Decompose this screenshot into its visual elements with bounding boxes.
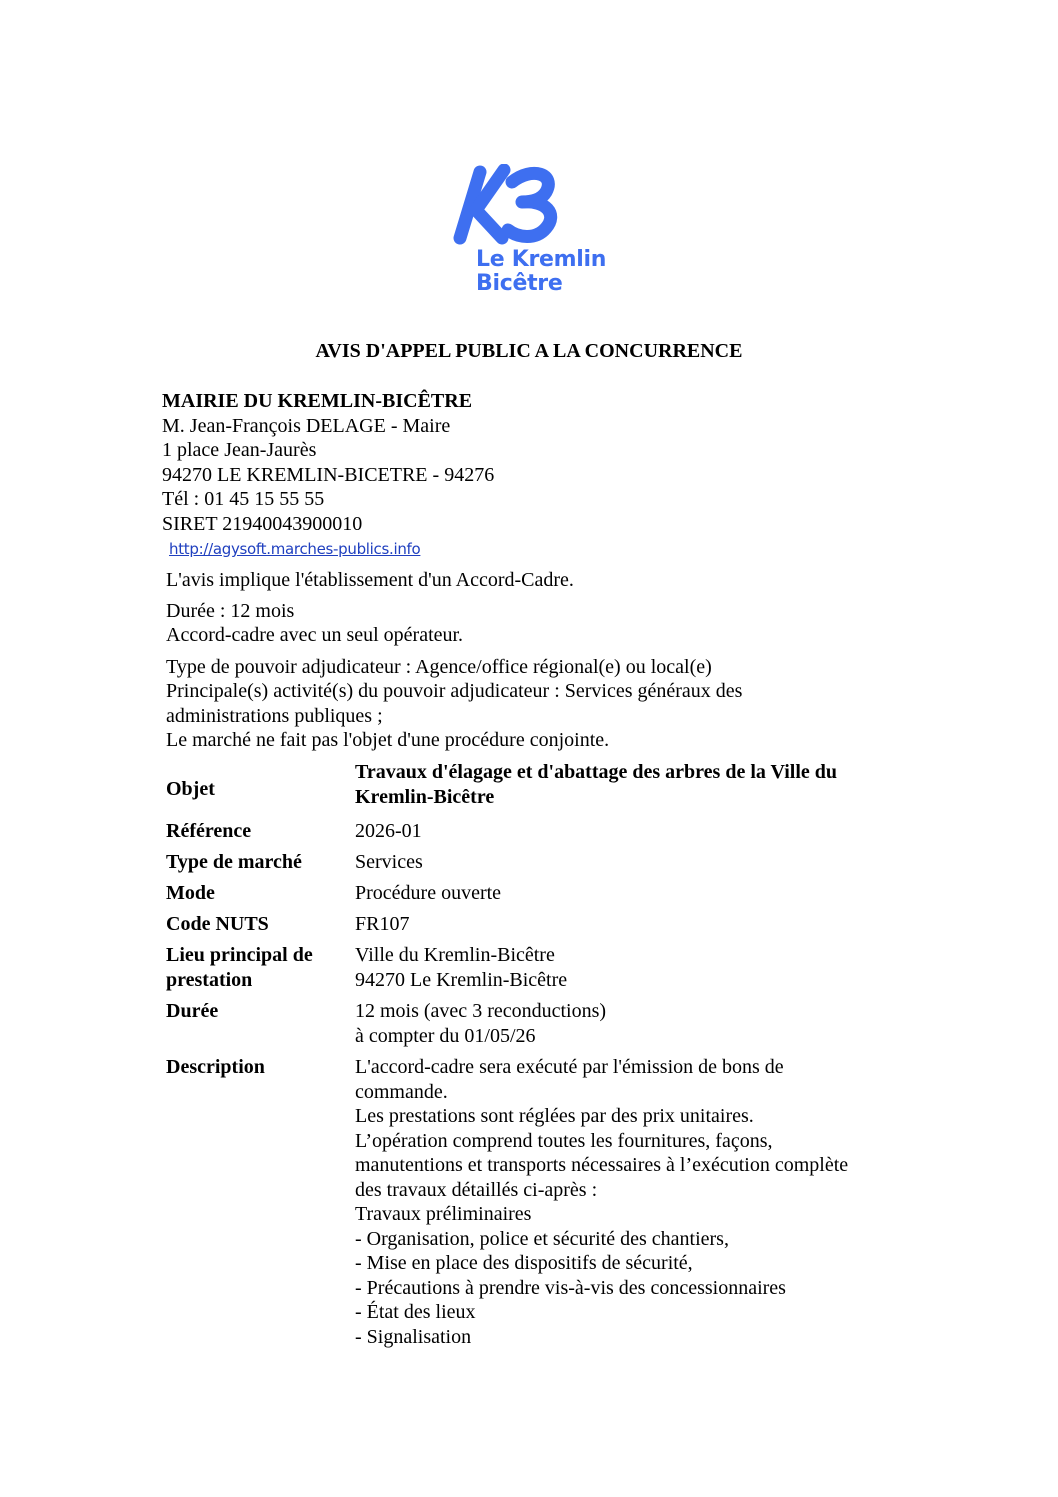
value-line: des travaux détaillés ci-après :	[355, 1178, 598, 1201]
joint-procedure-text: Le marché ne fait pas l'objet d'une procédure conjointe.	[166, 729, 610, 751]
value-line: Ville du Kremlin-Bicêtre	[355, 944, 555, 966]
org-address-city: 94270 LE KREMLIN-BICETRE - 94276	[162, 463, 495, 486]
value-line: - Organisation, police et sécurité des chantiers,	[355, 1227, 729, 1250]
value-line: Kremlin-Bicêtre	[355, 785, 495, 808]
org-phone: Tél : 01 45 15 55 55	[162, 488, 325, 510]
value-line: à compter du 01/05/26	[355, 1024, 536, 1047]
row-value	[349, 1055, 901, 1349]
table-row	[160, 999, 901, 1055]
table-row	[160, 1055, 901, 1349]
row-label: Code NUTS	[166, 913, 269, 935]
table-row	[160, 819, 901, 850]
row-label: Description	[166, 1056, 265, 1078]
row-value: 2026-01	[355, 820, 422, 842]
authority-activity-text-2: administrations publiques ;	[166, 705, 383, 727]
kb-monogram-icon	[446, 164, 616, 248]
details-table	[160, 760, 901, 1349]
row-value	[349, 760, 901, 819]
value-line: commande.	[355, 1080, 448, 1103]
logo-line-1: Le Kremlin	[476, 247, 607, 272]
row-label: Mode	[166, 882, 215, 904]
operator-text: Accord-cadre avec un seul opérateur.	[166, 624, 464, 646]
row-label: Lieu principal de prestation	[166, 944, 313, 991]
page-title: AVIS D'APPEL PUBLIC A LA CONCURRENCE	[315, 340, 743, 362]
row-label: Référence	[166, 820, 252, 842]
table-row	[160, 760, 901, 819]
value-line: manutentions et transports nécessaires à l’exécution complète	[355, 1154, 849, 1176]
value-line: Travaux préliminaires	[355, 1203, 532, 1225]
row-value: Services	[355, 851, 423, 873]
value-line: 94270 Le Kremlin-Bicêtre	[355, 968, 568, 991]
table-row	[160, 881, 901, 912]
table-row	[160, 912, 901, 943]
value-line: - État des lieux	[355, 1301, 476, 1323]
table-row	[160, 943, 901, 999]
organization-name: MAIRIE DU KREMLIN-BICÊTRE	[162, 390, 473, 412]
value-line: Travaux d'élagage et d'abattage des arbres de la Ville du	[355, 761, 838, 783]
value-line: - Précautions à prendre vis-à-vis des concessionnaires	[355, 1276, 786, 1299]
organization-block	[162, 389, 494, 536]
authority-type-text: Type de pouvoir adjudicateur : Agence/office régional(e) ou local(e)	[166, 656, 712, 678]
accord-cadre-text: L'avis implique l'établissement d'un Accord-Cadre.	[166, 569, 574, 591]
row-value	[349, 999, 901, 1055]
row-value: FR107	[355, 913, 410, 935]
value-line: Les prestations sont réglées par des prix unitaires.	[355, 1105, 754, 1127]
row-label: Type de marché	[166, 851, 302, 873]
table-row	[160, 850, 901, 881]
org-address-street: 1 place Jean-Jaurès	[162, 439, 317, 461]
row-value	[349, 943, 901, 999]
value-line: L'accord-cadre sera exécuté par l'émission de bons de	[355, 1056, 784, 1078]
org-contact-person: M. Jean-François DELAGE - Maire	[162, 414, 451, 437]
logo-line-2: Bicêtre	[476, 271, 563, 296]
value-line: - Signalisation	[355, 1325, 472, 1348]
city-logo	[446, 164, 616, 304]
row-label: Durée	[166, 1000, 219, 1022]
buyer-profile-link[interactable]: http://agysoft.marches-publics.info	[169, 540, 421, 558]
value-line: 12 mois (avec 3 reconductions)	[355, 1000, 607, 1022]
row-value: Procédure ouverte	[355, 882, 502, 904]
value-line: L’opération comprend toutes les fournitures, façons,	[355, 1129, 773, 1152]
row-label: Objet	[166, 778, 215, 801]
logo-wordmark	[476, 248, 606, 296]
value-line: - Mise en place des dispositifs de sécurité,	[355, 1252, 693, 1274]
duration-text: Durée : 12 mois	[166, 600, 295, 622]
authority-activity-text-1: Principale(s) activité(s) du pouvoir adjudicateur : Services généraux des	[166, 680, 743, 702]
org-siret: SIRET 21940043900010	[162, 512, 363, 535]
